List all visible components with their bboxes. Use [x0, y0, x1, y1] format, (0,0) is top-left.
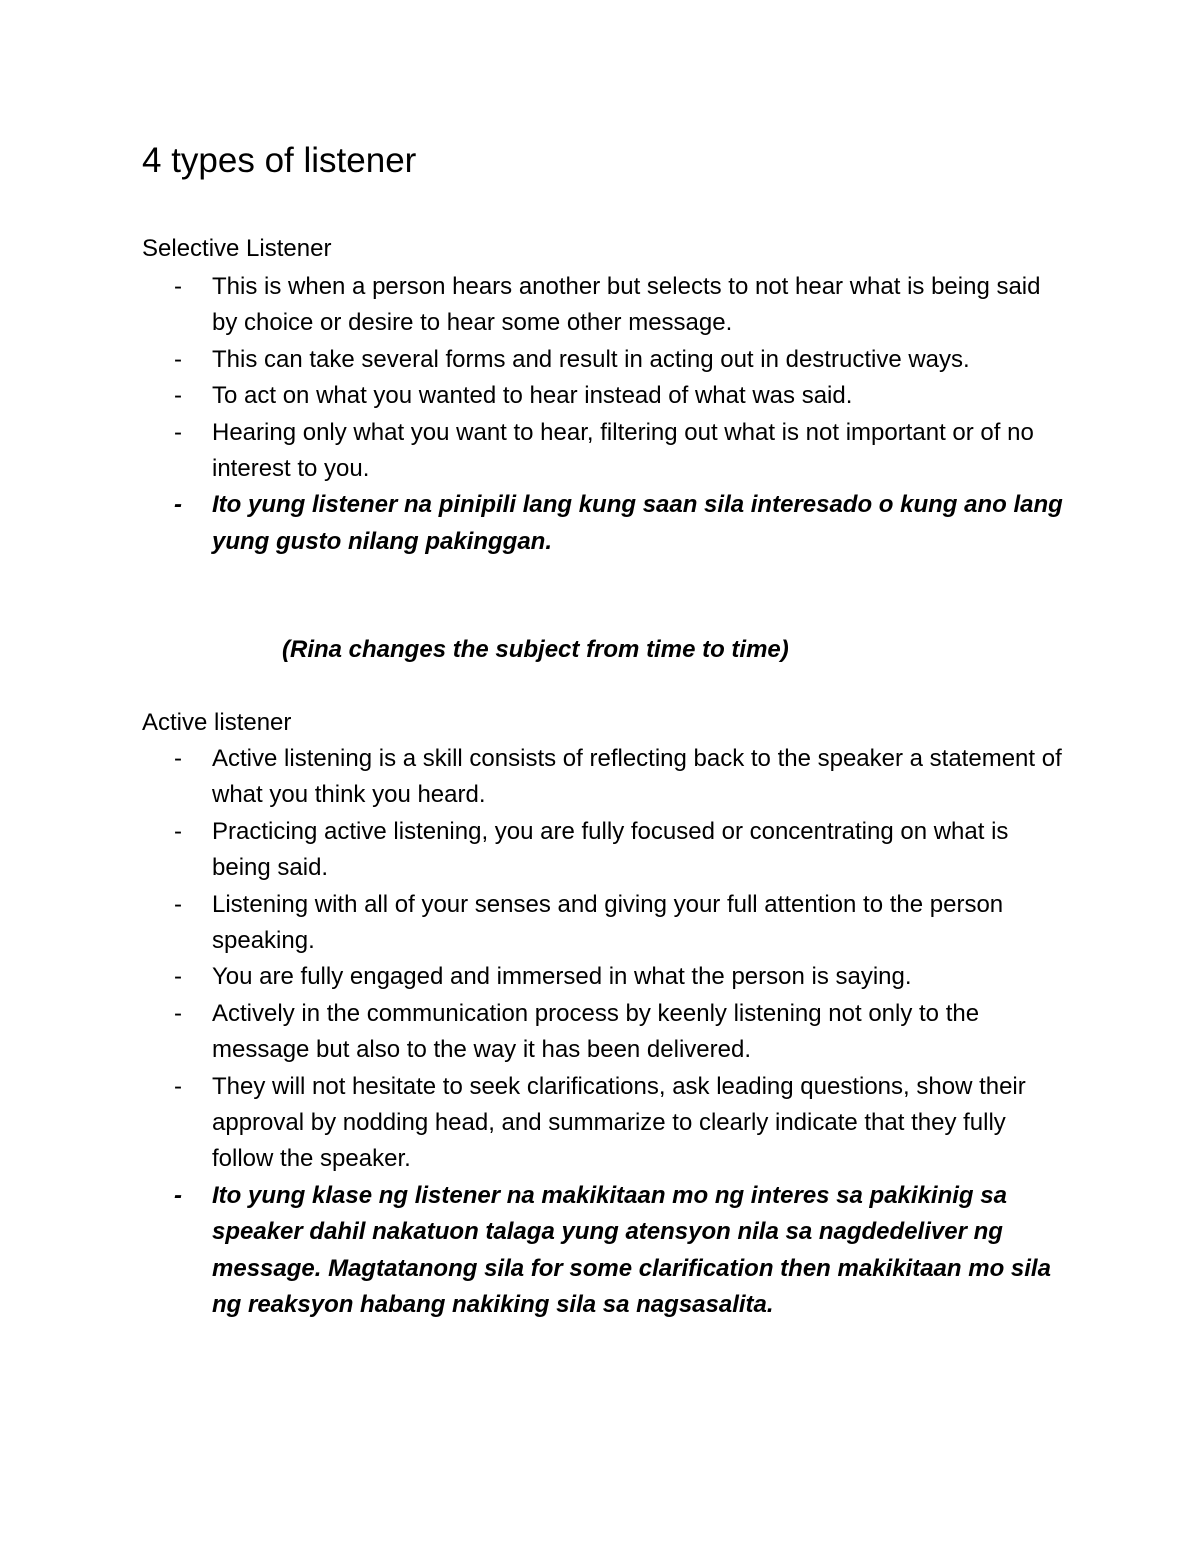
list-item	[142, 741, 1072, 814]
list-item	[142, 959, 1072, 995]
bullet-dash: -	[174, 418, 182, 446]
list-item	[142, 814, 1072, 887]
active-listener-bullets	[142, 741, 1072, 1324]
bullet-dash: -	[174, 890, 182, 918]
bullet-text: Ito yung klase ng listener na makikitaan mo ng interes sa pakikinig sa speaker dahil nakatuon talaga yung atensyon nila sa nagdedeliver ng message. Magtatanong sila for some clarification then makikitaan mo sila ng reaksyon habang nakiking sila sa nagsasalita.	[212, 1181, 1051, 1319]
list-item-tagalog-summary	[142, 1178, 1072, 1324]
bullet-dash: -	[174, 1072, 182, 1100]
bullet-dash: -	[174, 273, 182, 300]
list-item	[142, 887, 1072, 960]
bullet-text: This can take several forms and result in acting out in destructive ways.	[212, 345, 970, 373]
list-item	[142, 415, 1072, 488]
bullet-text: Listening with all of your senses and giving your full attention to the person speaking.	[212, 890, 1004, 955]
bullet-text: They will not hesitate to seek clarifications, ask leading questions, show their approval by nodding head, and summarize to clearly indicate that they fully follow the speaker.	[212, 1072, 1026, 1173]
bullet-dash: -	[174, 1181, 182, 1209]
list-item-tagalog-summary	[142, 487, 1072, 560]
bullet-text: Actively in the communication process by keenly listening not only to the message but also to the way it has been delivered.	[212, 999, 980, 1064]
bullet-text: Ito yung listener na pinipili lang kung saan sila interesado o kung ano lang yung gusto nilang pakinggan.	[212, 491, 1063, 555]
bullet-text: Practicing active listening, you are fully focused or concentrating on what is being said.	[212, 817, 1009, 882]
selective-listener-bullets	[142, 269, 1072, 560]
list-item	[142, 269, 1072, 342]
bullet-text: This is when a person hears another but selects to not hear what is being said by choice or desire to hear some other message.	[212, 273, 1041, 337]
list-item	[142, 378, 1072, 414]
section-heading-selective-listener: Selective Listener	[142, 235, 332, 262]
bullet-dash: -	[174, 745, 182, 772]
page-title: 4 types of listener	[142, 141, 417, 180]
bullet-dash: -	[174, 817, 182, 845]
bullet-dash: -	[174, 345, 182, 373]
bullet-text: Active listening is a skill consists of reflecting back to the speaker a statement of what you think you heard.	[212, 745, 1062, 809]
list-item	[142, 996, 1072, 1069]
section-heading-active-listener: Active listener	[142, 709, 292, 736]
list-item	[142, 1069, 1072, 1178]
bullet-dash: -	[174, 963, 182, 991]
bullet-text: To act on what you wanted to hear instead of what was said.	[212, 382, 853, 410]
selective-listener-example: (Rina changes the subject from time to time)	[282, 636, 789, 663]
bullet-dash: -	[174, 491, 182, 519]
bullet-dash: -	[174, 999, 182, 1027]
bullet-text: Hearing only what you want to hear, filtering out what is not important or of no interest to you.	[212, 418, 1034, 483]
bullet-dash: -	[174, 382, 182, 410]
list-item	[142, 342, 1072, 378]
bullet-text: You are fully engaged and immersed in what the person is saying.	[212, 963, 912, 991]
